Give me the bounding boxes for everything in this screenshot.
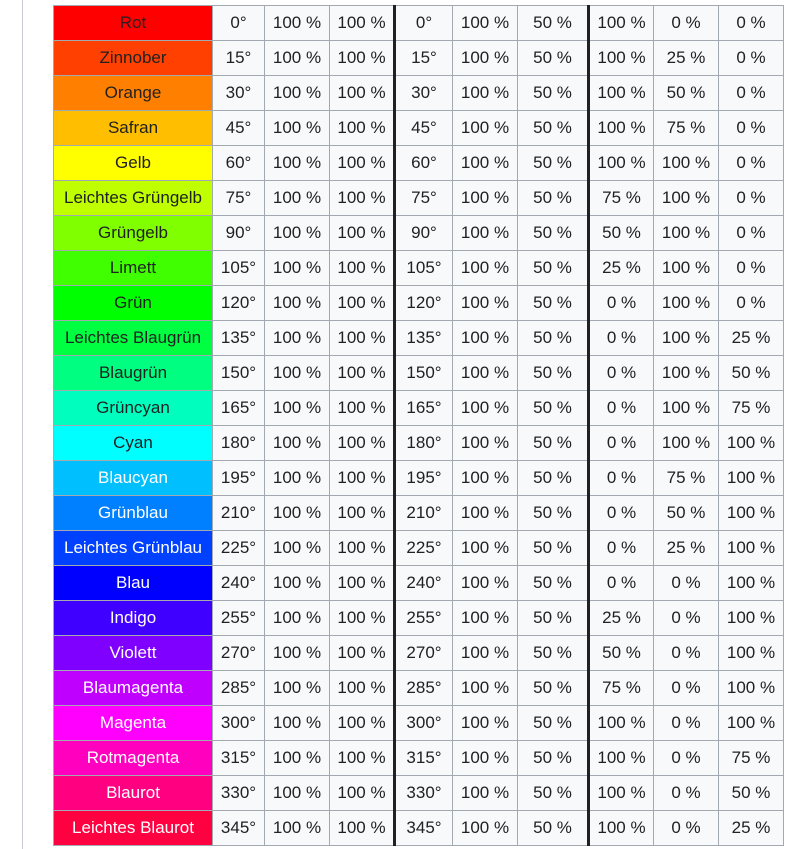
hsv-hue-cell: 270° (213, 636, 265, 671)
hsv-hue-cell: 300° (213, 706, 265, 741)
page-left-border (22, 0, 23, 849)
hsv-value-cell: 100 % (330, 671, 395, 706)
hsl-hue-cell: 105° (395, 251, 453, 286)
hsl-saturation-cell: 100 % (453, 811, 518, 846)
rgb-red-cell: 25 % (589, 251, 654, 286)
table-row (54, 216, 784, 251)
hsl-lightness-cell: 50 % (518, 356, 589, 391)
color-name-cell: Blaugrün (54, 356, 213, 391)
hsl-hue-cell: 150° (395, 356, 453, 391)
rgb-blue-cell: 0 % (719, 146, 784, 181)
rgb-red-cell: 100 % (589, 41, 654, 76)
rgb-red-cell: 100 % (589, 6, 654, 41)
color-name-cell: Leichtes Blaurot (54, 811, 213, 846)
table-row (54, 181, 784, 216)
rgb-blue-cell: 0 % (719, 286, 784, 321)
table-row (54, 6, 784, 41)
hsl-hue-cell: 60° (395, 146, 453, 181)
rgb-blue-cell: 0 % (719, 76, 784, 111)
rgb-red-cell: 0 % (589, 531, 654, 566)
hsv-value-cell: 100 % (330, 601, 395, 636)
rgb-red-cell: 0 % (589, 426, 654, 461)
hsl-saturation-cell: 100 % (453, 671, 518, 706)
table-row (54, 636, 784, 671)
rgb-blue-cell: 0 % (719, 111, 784, 146)
rgb-blue-cell: 100 % (719, 671, 784, 706)
hsl-lightness-cell: 50 % (518, 706, 589, 741)
rgb-red-cell: 75 % (589, 181, 654, 216)
hsv-hue-cell: 60° (213, 146, 265, 181)
color-name-cell: Grüncyan (54, 391, 213, 426)
hsv-saturation-cell: 100 % (265, 531, 330, 566)
color-name-cell: Grünblau (54, 496, 213, 531)
rgb-blue-cell: 0 % (719, 251, 784, 286)
color-name-cell: Magenta (54, 706, 213, 741)
hsv-saturation-cell: 100 % (265, 111, 330, 146)
rgb-green-cell: 100 % (654, 391, 719, 426)
table-row (54, 741, 784, 776)
rgb-red-cell: 100 % (589, 706, 654, 741)
hsl-saturation-cell: 100 % (453, 41, 518, 76)
hsl-saturation-cell: 100 % (453, 461, 518, 496)
hsv-hue-cell: 210° (213, 496, 265, 531)
hsv-value-cell: 100 % (330, 741, 395, 776)
rgb-green-cell: 25 % (654, 531, 719, 566)
hsv-saturation-cell: 100 % (265, 636, 330, 671)
rgb-red-cell: 50 % (589, 636, 654, 671)
rgb-blue-cell: 100 % (719, 461, 784, 496)
table-row (54, 426, 784, 461)
color-table (53, 5, 784, 846)
hsv-hue-cell: 285° (213, 671, 265, 706)
rgb-green-cell: 0 % (654, 741, 719, 776)
rgb-red-cell: 100 % (589, 76, 654, 111)
hsv-hue-cell: 180° (213, 426, 265, 461)
rgb-blue-cell: 0 % (719, 6, 784, 41)
table-row (54, 286, 784, 321)
hsl-lightness-cell: 50 % (518, 776, 589, 811)
color-name-cell: Grüngelb (54, 216, 213, 251)
rgb-green-cell: 100 % (654, 321, 719, 356)
hsv-value-cell: 100 % (330, 566, 395, 601)
hsv-hue-cell: 0° (213, 6, 265, 41)
hsl-hue-cell: 315° (395, 741, 453, 776)
rgb-blue-cell: 75 % (719, 391, 784, 426)
hsv-hue-cell: 45° (213, 111, 265, 146)
rgb-green-cell: 0 % (654, 671, 719, 706)
color-name-cell: Zinnober (54, 41, 213, 76)
table-row (54, 461, 784, 496)
hsv-saturation-cell: 100 % (265, 601, 330, 636)
rgb-blue-cell: 100 % (719, 531, 784, 566)
hsv-hue-cell: 135° (213, 321, 265, 356)
hsv-saturation-cell: 100 % (265, 391, 330, 426)
hsv-value-cell: 100 % (330, 216, 395, 251)
hsv-value-cell: 100 % (330, 6, 395, 41)
hsv-value-cell: 100 % (330, 461, 395, 496)
color-name-cell: Gelb (54, 146, 213, 181)
hsv-value-cell: 100 % (330, 496, 395, 531)
hsv-value-cell: 100 % (330, 531, 395, 566)
hsl-lightness-cell: 50 % (518, 496, 589, 531)
hsl-lightness-cell: 50 % (518, 6, 589, 41)
hsl-lightness-cell: 50 % (518, 636, 589, 671)
hsl-saturation-cell: 100 % (453, 216, 518, 251)
color-name-cell: Leichtes Grünblau (54, 531, 213, 566)
rgb-red-cell: 0 % (589, 566, 654, 601)
hsl-saturation-cell: 100 % (453, 321, 518, 356)
rgb-red-cell: 75 % (589, 671, 654, 706)
rgb-red-cell: 100 % (589, 146, 654, 181)
hsv-value-cell: 100 % (330, 181, 395, 216)
hsv-saturation-cell: 100 % (265, 671, 330, 706)
table-row (54, 601, 784, 636)
color-name-cell: Grün (54, 286, 213, 321)
hsv-hue-cell: 330° (213, 776, 265, 811)
hsv-saturation-cell: 100 % (265, 216, 330, 251)
hsl-hue-cell: 255° (395, 601, 453, 636)
color-name-cell: Leichtes Blaugrün (54, 321, 213, 356)
rgb-red-cell: 100 % (589, 811, 654, 846)
hsl-hue-cell: 0° (395, 6, 453, 41)
hsl-lightness-cell: 50 % (518, 566, 589, 601)
color-name-cell: Violett (54, 636, 213, 671)
rgb-blue-cell: 25 % (719, 811, 784, 846)
table-row (54, 76, 784, 111)
hsl-saturation-cell: 100 % (453, 566, 518, 601)
table-row (54, 811, 784, 846)
color-name-cell: Safran (54, 111, 213, 146)
rgb-green-cell: 100 % (654, 216, 719, 251)
hsl-lightness-cell: 50 % (518, 741, 589, 776)
hsv-value-cell: 100 % (330, 286, 395, 321)
color-name-cell: Blaumagenta (54, 671, 213, 706)
table-row (54, 776, 784, 811)
rgb-green-cell: 0 % (654, 601, 719, 636)
rgb-green-cell: 50 % (654, 496, 719, 531)
rgb-green-cell: 0 % (654, 811, 719, 846)
hsv-saturation-cell: 100 % (265, 496, 330, 531)
hsv-hue-cell: 195° (213, 461, 265, 496)
hsv-saturation-cell: 100 % (265, 41, 330, 76)
rgb-green-cell: 0 % (654, 706, 719, 741)
rgb-red-cell: 0 % (589, 356, 654, 391)
hsl-lightness-cell: 50 % (518, 146, 589, 181)
hsl-saturation-cell: 100 % (453, 286, 518, 321)
color-name-cell: Orange (54, 76, 213, 111)
hsl-saturation-cell: 100 % (453, 741, 518, 776)
hsv-hue-cell: 255° (213, 601, 265, 636)
table-row (54, 566, 784, 601)
table-row (54, 356, 784, 391)
rgb-green-cell: 100 % (654, 426, 719, 461)
rgb-blue-cell: 100 % (719, 426, 784, 461)
hsl-lightness-cell: 50 % (518, 251, 589, 286)
hsl-lightness-cell: 50 % (518, 41, 589, 76)
rgb-red-cell: 100 % (589, 741, 654, 776)
hsv-hue-cell: 240° (213, 566, 265, 601)
hsl-hue-cell: 285° (395, 671, 453, 706)
hsv-saturation-cell: 100 % (265, 181, 330, 216)
hsv-saturation-cell: 100 % (265, 6, 330, 41)
rgb-red-cell: 0 % (589, 286, 654, 321)
table-row (54, 706, 784, 741)
rgb-red-cell: 0 % (589, 321, 654, 356)
rgb-blue-cell: 100 % (719, 566, 784, 601)
table-row (54, 111, 784, 146)
hsv-hue-cell: 345° (213, 811, 265, 846)
color-name-cell: Blau (54, 566, 213, 601)
hsv-saturation-cell: 100 % (265, 426, 330, 461)
hsv-value-cell: 100 % (330, 146, 395, 181)
hsl-lightness-cell: 50 % (518, 216, 589, 251)
rgb-blue-cell: 0 % (719, 181, 784, 216)
color-name-cell: Blaurot (54, 776, 213, 811)
rgb-red-cell: 25 % (589, 601, 654, 636)
hsl-saturation-cell: 100 % (453, 251, 518, 286)
rgb-red-cell: 0 % (589, 391, 654, 426)
hsv-hue-cell: 120° (213, 286, 265, 321)
rgb-blue-cell: 100 % (719, 496, 784, 531)
rgb-green-cell: 75 % (654, 111, 719, 146)
hsv-value-cell: 100 % (330, 41, 395, 76)
hsl-saturation-cell: 100 % (453, 706, 518, 741)
rgb-blue-cell: 0 % (719, 41, 784, 76)
color-name-cell: Leichtes Grüngelb (54, 181, 213, 216)
rgb-green-cell: 0 % (654, 776, 719, 811)
hsl-hue-cell: 345° (395, 811, 453, 846)
hsv-saturation-cell: 100 % (265, 251, 330, 286)
rgb-green-cell: 100 % (654, 286, 719, 321)
table-row (54, 146, 784, 181)
rgb-blue-cell: 100 % (719, 601, 784, 636)
hsl-lightness-cell: 50 % (518, 461, 589, 496)
hsv-hue-cell: 30° (213, 76, 265, 111)
hsl-lightness-cell: 50 % (518, 531, 589, 566)
table-row (54, 251, 784, 286)
rgb-red-cell: 100 % (589, 111, 654, 146)
hsv-hue-cell: 15° (213, 41, 265, 76)
rgb-blue-cell: 100 % (719, 636, 784, 671)
hsl-hue-cell: 30° (395, 76, 453, 111)
hsl-hue-cell: 330° (395, 776, 453, 811)
hsv-value-cell: 100 % (330, 76, 395, 111)
hsv-saturation-cell: 100 % (265, 146, 330, 181)
color-name-cell: Blaucyan (54, 461, 213, 496)
color-name-cell: Cyan (54, 426, 213, 461)
hsl-saturation-cell: 100 % (453, 601, 518, 636)
rgb-green-cell: 100 % (654, 181, 719, 216)
rgb-green-cell: 25 % (654, 41, 719, 76)
rgb-red-cell: 0 % (589, 461, 654, 496)
hsl-hue-cell: 240° (395, 566, 453, 601)
hsl-lightness-cell: 50 % (518, 286, 589, 321)
hsl-hue-cell: 270° (395, 636, 453, 671)
hsl-saturation-cell: 100 % (453, 776, 518, 811)
hsv-value-cell: 100 % (330, 391, 395, 426)
hsl-lightness-cell: 50 % (518, 321, 589, 356)
table-row (54, 496, 784, 531)
hsl-lightness-cell: 50 % (518, 111, 589, 146)
hsv-value-cell: 100 % (330, 321, 395, 356)
table-row (54, 531, 784, 566)
rgb-red-cell: 100 % (589, 776, 654, 811)
hsl-saturation-cell: 100 % (453, 356, 518, 391)
hsl-hue-cell: 180° (395, 426, 453, 461)
hsl-saturation-cell: 100 % (453, 146, 518, 181)
hsv-hue-cell: 150° (213, 356, 265, 391)
hsv-hue-cell: 105° (213, 251, 265, 286)
rgb-green-cell: 0 % (654, 636, 719, 671)
hsl-lightness-cell: 50 % (518, 76, 589, 111)
color-name-cell: Limett (54, 251, 213, 286)
color-name-cell: Rot (54, 6, 213, 41)
rgb-green-cell: 0 % (654, 6, 719, 41)
table-row (54, 41, 784, 76)
hsv-saturation-cell: 100 % (265, 461, 330, 496)
rgb-blue-cell: 50 % (719, 356, 784, 391)
rgb-green-cell: 100 % (654, 251, 719, 286)
rgb-green-cell: 100 % (654, 146, 719, 181)
hsl-hue-cell: 90° (395, 216, 453, 251)
hsl-lightness-cell: 50 % (518, 671, 589, 706)
hsv-hue-cell: 165° (213, 391, 265, 426)
hsl-hue-cell: 45° (395, 111, 453, 146)
hsv-value-cell: 100 % (330, 636, 395, 671)
hsl-lightness-cell: 50 % (518, 391, 589, 426)
table-row (54, 391, 784, 426)
rgb-blue-cell: 50 % (719, 776, 784, 811)
hsl-hue-cell: 120° (395, 286, 453, 321)
hsv-saturation-cell: 100 % (265, 356, 330, 391)
color-name-cell: Rotmagenta (54, 741, 213, 776)
hsl-lightness-cell: 50 % (518, 181, 589, 216)
hsv-saturation-cell: 100 % (265, 741, 330, 776)
hsl-saturation-cell: 100 % (453, 426, 518, 461)
hsv-value-cell: 100 % (330, 426, 395, 461)
hsl-lightness-cell: 50 % (518, 426, 589, 461)
hsl-lightness-cell: 50 % (518, 601, 589, 636)
hsl-hue-cell: 135° (395, 321, 453, 356)
hsl-hue-cell: 300° (395, 706, 453, 741)
color-name-cell: Indigo (54, 601, 213, 636)
hsv-saturation-cell: 100 % (265, 286, 330, 321)
hsv-hue-cell: 90° (213, 216, 265, 251)
hsl-saturation-cell: 100 % (453, 496, 518, 531)
hsv-saturation-cell: 100 % (265, 321, 330, 356)
rgb-blue-cell: 0 % (719, 216, 784, 251)
hsv-saturation-cell: 100 % (265, 566, 330, 601)
rgb-blue-cell: 25 % (719, 321, 784, 356)
hsl-saturation-cell: 100 % (453, 76, 518, 111)
rgb-green-cell: 0 % (654, 566, 719, 601)
hsv-value-cell: 100 % (330, 811, 395, 846)
hsv-hue-cell: 75° (213, 181, 265, 216)
hsl-hue-cell: 165° (395, 391, 453, 426)
hsl-saturation-cell: 100 % (453, 636, 518, 671)
hsl-hue-cell: 75° (395, 181, 453, 216)
rgb-green-cell: 100 % (654, 356, 719, 391)
hsl-saturation-cell: 100 % (453, 181, 518, 216)
rgb-blue-cell: 75 % (719, 741, 784, 776)
hsv-value-cell: 100 % (330, 111, 395, 146)
color-table-body (54, 6, 784, 846)
hsv-value-cell: 100 % (330, 706, 395, 741)
hsv-hue-cell: 225° (213, 531, 265, 566)
table-row (54, 321, 784, 356)
hsl-saturation-cell: 100 % (453, 391, 518, 426)
hsl-hue-cell: 15° (395, 41, 453, 76)
hsv-value-cell: 100 % (330, 776, 395, 811)
hsl-lightness-cell: 50 % (518, 811, 589, 846)
hsv-hue-cell: 315° (213, 741, 265, 776)
hsl-saturation-cell: 100 % (453, 6, 518, 41)
hsl-hue-cell: 210° (395, 496, 453, 531)
hsv-saturation-cell: 100 % (265, 706, 330, 741)
hsv-value-cell: 100 % (330, 356, 395, 391)
rgb-red-cell: 0 % (589, 496, 654, 531)
hsl-hue-cell: 195° (395, 461, 453, 496)
hsv-saturation-cell: 100 % (265, 76, 330, 111)
hsl-saturation-cell: 100 % (453, 531, 518, 566)
table-row (54, 671, 784, 706)
hsv-saturation-cell: 100 % (265, 811, 330, 846)
rgb-blue-cell: 100 % (719, 706, 784, 741)
rgb-red-cell: 50 % (589, 216, 654, 251)
hsl-saturation-cell: 100 % (453, 111, 518, 146)
rgb-green-cell: 75 % (654, 461, 719, 496)
hsv-saturation-cell: 100 % (265, 776, 330, 811)
hsv-value-cell: 100 % (330, 251, 395, 286)
rgb-green-cell: 50 % (654, 76, 719, 111)
hsl-hue-cell: 225° (395, 531, 453, 566)
